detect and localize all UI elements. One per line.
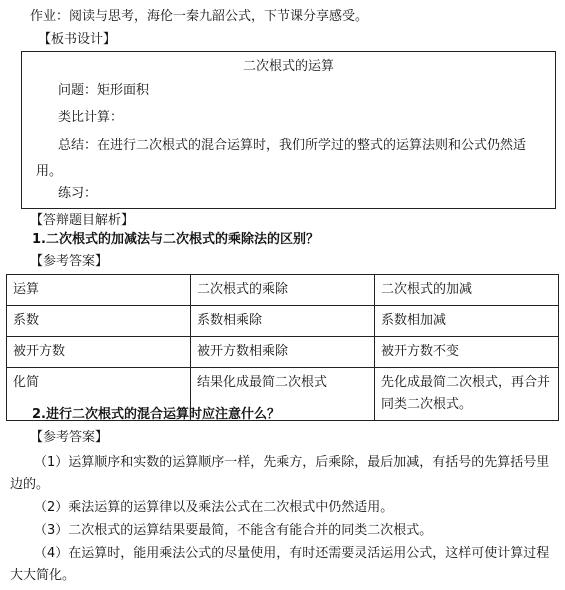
table-header-cell: 运算 — [7, 275, 191, 306]
answer-item: （3）二次根式的运算结果要最简，不能含有能合并的同类二次根式。 — [34, 523, 433, 538]
board-practice: 练习： — [58, 186, 98, 201]
reference-answer-2-heading: 【参考答案】 — [30, 430, 109, 445]
table-header-cell: 二次根式的乘除 — [191, 275, 375, 306]
board-problem: 问题：矩形面积 — [58, 83, 150, 98]
table-cell: 系数相乘除 — [191, 306, 375, 337]
table-cell: 被开方数不变 — [375, 337, 559, 368]
table-header-cell: 二次根式的加减 — [375, 275, 559, 306]
qa-heading: 【答辩题目解析】 — [30, 213, 135, 228]
table-row — [7, 337, 559, 368]
table-cell: 系数相加减 — [375, 306, 559, 337]
board-title: 二次根式的运算 — [242, 59, 334, 74]
answer-item: （4）在运算时，能用乘法公式的尽量使用，有时还需要灵活运用公式，这样可使计算过程大大简化。 — [10, 546, 550, 583]
question-2: 2.进行二次根式的混合运算时应注意什么？ — [32, 407, 280, 422]
table-cell: 系数 — [7, 306, 191, 337]
homework-line: 作业：阅读与思考，海伦一秦九韶公式，下节课分享感受。 — [30, 9, 369, 24]
answer-item: （1）运算顺序和实数的运算顺序一样，先乘方，后乘除，最后加减，有括号的先算括号里边的。 — [10, 455, 550, 492]
table-cell: 结果化成最简二次根式 — [191, 368, 375, 421]
answer-item: （2）乘法运算的运算律以及乘法公式在二次根式中仍然适用。 — [34, 500, 394, 515]
board-summary: 总结：在进行二次根式的混合运算时，我们所学过的整式的运算法则和公式仍然适用。 — [36, 138, 527, 179]
table-cell: 被开方数 — [7, 337, 191, 368]
reference-answer-1-heading: 【参考答案】 — [30, 254, 109, 269]
board-analogy: 类比计算： — [58, 110, 124, 125]
table-cell: 被开方数相乘除 — [191, 337, 375, 368]
comparison-table — [6, 274, 559, 421]
board-design-heading: 【板书设计】 — [38, 32, 117, 47]
table-cell: 化简 — [7, 368, 191, 421]
board-design-box — [21, 51, 556, 209]
table-row — [7, 306, 559, 337]
table-cell: 先化成最简二次根式，再合并同类二次根式。 — [375, 368, 559, 421]
table-row — [7, 275, 559, 306]
question-1: 1.二次根式的加减法与二次根式的乘除法的区别？ — [32, 232, 319, 247]
